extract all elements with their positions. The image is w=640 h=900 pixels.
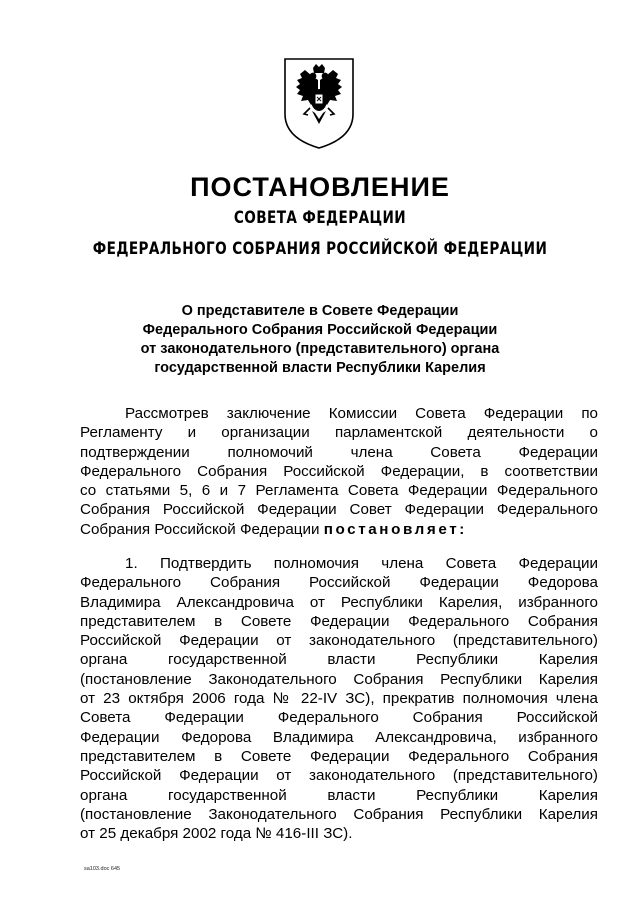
clause-line: представителем в Совете Федерации Федерального Собрания	[80, 612, 598, 630]
preamble-line	[80, 520, 598, 539]
clause-1-paragraph	[80, 554, 598, 843]
clause-line: органа государственной власти Республики Карелия	[80, 651, 598, 669]
document-title: ПОСТАНОВЛЕНИЕ	[190, 172, 450, 202]
clause-line: от 25 декабря 2002 года № 416-III ЗС).	[80, 825, 353, 843]
preamble-line: Регламенту и организации парламентской деятельности о	[80, 424, 598, 442]
subject-line: Федерального Собрания Российской Федерации	[142, 322, 498, 338]
preamble-line: подтверждении полномочий члена Совета Федерации	[80, 443, 598, 461]
clause-line: Федерального Собрания Российской Федерации Федорова	[80, 574, 598, 592]
subject-line: государственной власти Республики Карелия	[154, 360, 486, 376]
clause-line: представителем в Совете Федерации Федерального Собрания	[80, 747, 598, 765]
clause-line: органа государственной власти Республики Карелия	[80, 786, 598, 804]
clause-line: (постановление Законодательного Собрания Республики Карелия	[80, 805, 598, 823]
clause-line: Совета Федерации Федерального Собрания Российской	[80, 709, 598, 727]
resolves-word: постановляет:	[323, 520, 467, 538]
file-reference: sa103.doc 645	[84, 866, 121, 872]
subject-line: от законодательного (представительного) органа	[140, 341, 500, 357]
preamble-line: Собрания Российской Федерации Совет Федерации Федерального	[80, 501, 598, 519]
clause-line: Федерации Федорова Владимира Александровича, избранного	[80, 728, 598, 746]
clause-line: Владимира Александровича от Республики Карелия, избранного	[80, 593, 598, 611]
preamble-line: со статьями 5, 6 и 7 Регламента Совета Федерации Федерального	[80, 482, 598, 500]
clause-line: 1. Подтвердить полномочия члена Совета Федерации	[125, 555, 598, 572]
preamble-line: Рассмотрев заключение Комиссии Совета Федерации по	[125, 405, 598, 422]
preamble-line: Федерального Собрания Российской Федерации, в соответствии	[80, 462, 598, 480]
clause-line: от 23 октября 2006 года № 22-IV ЗС), прекратив полномочия члена	[80, 690, 598, 708]
preamble-text: Собрания Российской Федерации	[80, 520, 320, 538]
coat-of-arms-icon	[282, 56, 356, 150]
clause-line: (постановление Законодательного Собрания Республики Карелия	[80, 670, 598, 688]
subject-line: О представителе в Совете Федерации	[181, 303, 459, 319]
document-subject	[80, 302, 560, 378]
clause-line: Российской Федерации от законодательного (представительного)	[80, 767, 598, 785]
issuing-body-parent: ФЕДЕРАЛЬНОГО СОБРАНИЯ РОССИЙСКОЙ ФЕДЕРАЦИИ	[92, 239, 548, 259]
preamble-paragraph	[80, 404, 598, 539]
clause-line: Российской Федерации от законодательного (представительного)	[80, 632, 598, 650]
issuing-body: СОВЕТА ФЕДЕРАЦИИ	[233, 208, 407, 228]
